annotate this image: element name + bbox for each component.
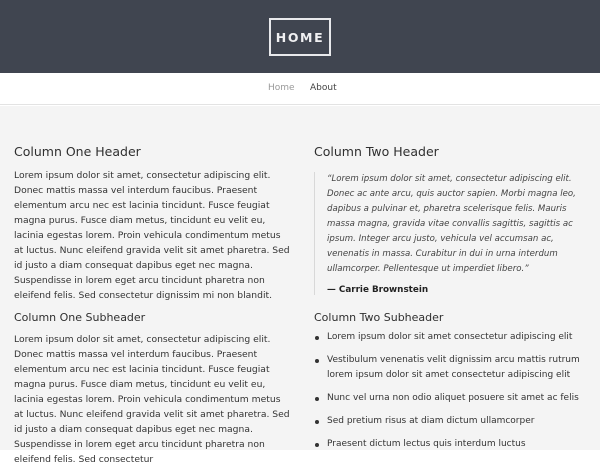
column-one-header: Column One Header [14, 144, 141, 159]
main-content [0, 106, 600, 465]
bullet-icon [315, 359, 319, 363]
quote-author: — Carrie Brownstein [327, 285, 429, 295]
list-item-text: Praesent dictum lectus quis interdum luctus [327, 439, 526, 449]
list-item-text: Vestibulum venenatis velit dignissim arcu mattis rutrum lorem ipsum dolor sit amet consectetur adipiscing elit [327, 355, 580, 380]
bullet-icon [315, 397, 319, 401]
list-item [314, 437, 586, 452]
quote-text: “Lorem ipsum dolor sit amet, consectetur adipiscing elit. Donec ac ante arcu, quis auctor sapien. Morbi magna leo, dapibus a pulvinar et, pharetra scelerisque felis. Mauris massa magna, gravida vitae convallis sagittis, sagittis ac ipsum. Integer arcu justo, vehicula vel accumsan ac, venenatis in massa. Curabitur in dui in urna interdum ullamcorper. Pellentesque ut imperdiet libero.” [327, 174, 576, 274]
column-one-body: Lorem ipsum dolor sit amet, consectetur adipiscing elit. Donec mattis massa vel interdum faucibus. Praesent elementum arcu nec est lacinia tincidunt. Fusce feugiat magna purus. Fusce diam metus, tincidunt eu velit eu, lacinia egestas lorem. Proin vehicula condimentum metus at luctus. Nunc eleifend gravida velit sit amet pharetra. Sed id justo a diam consequat dapibus eget nec magna. Suspendisse in lorem eget arcu tincidunt pharetra non eleifend felis. Sed consectetur dignissim mi non blandit. [14, 170, 290, 301]
column-two-subheader: Column Two Subheader [314, 311, 444, 324]
column-two-header: Column Two Header [314, 144, 439, 159]
list-item [314, 391, 586, 406]
column-one-subheader: Column One Subheader [14, 311, 146, 324]
bullet-icon [315, 443, 319, 447]
home-logo-link[interactable]: HOME [269, 18, 331, 56]
bullet-icon [315, 420, 319, 424]
list-item-text: Nunc vel urna non odio aliquet posuere sit amet ac felis [327, 393, 579, 403]
list-item-text: Sed pretium risus at diam dictum ullamcorper [327, 416, 535, 426]
list-item-text: Lorem ipsum dolor sit amet consectetur adipiscing elit [327, 332, 573, 342]
column-one-sub-body: Lorem ipsum dolor sit amet, consectetur adipiscing elit. Donec mattis massa vel interdum faucibus. Praesent elementum arcu nec est lacinia tincidunt. Fusce feugiat magna purus. Fusce diam metus, tincidunt eu velit eu, lacinia egestas lorem. Proin vehicula condimentum metus at luctus. Nunc eleifend gravida velit sit amet pharetra. Sed id justo a diam consequat dapibus eget nec magna. Suspendisse in lorem eget arcu tincidunt pharetra non eleifend felis. Sed consectetur [14, 334, 290, 465]
nav-item-home[interactable]: Home [268, 83, 295, 93]
bullet-icon [315, 336, 319, 340]
site-header [0, 0, 600, 73]
blockquote [314, 172, 586, 295]
nav-item-about[interactable]: About [310, 83, 337, 93]
list-item [314, 414, 586, 429]
list-item [314, 330, 586, 345]
list-item [314, 353, 586, 383]
top-nav [0, 73, 600, 105]
bullet-list [314, 330, 586, 460]
